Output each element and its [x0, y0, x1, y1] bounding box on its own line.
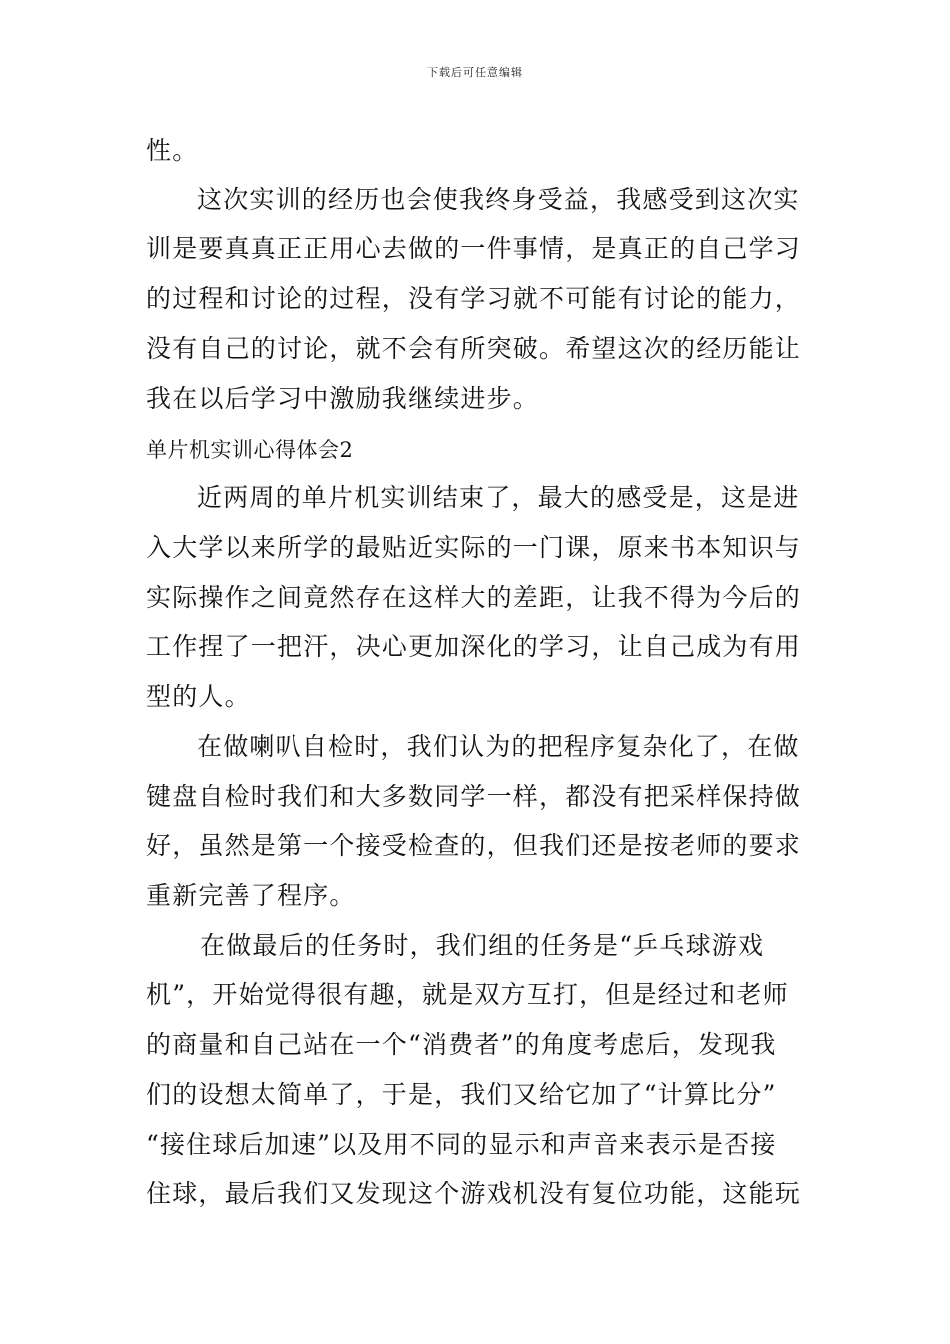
text-line: 没有自己的讨论，就不会有所突破。希望这次的经历能让 — [146, 334, 802, 363]
text-line: 我在以后学习中激励我继续进步。 — [146, 384, 540, 413]
paragraph-first-line: 这次实训的经历也会使我终身受益，我感受到这次实 — [197, 185, 800, 214]
text-line: 训是要真真正正用心去做的一件事情，是真正的自己学习 — [146, 234, 802, 263]
page-header: 下载后可任意编辑 — [427, 66, 523, 79]
text-line: “接住球后加速”以及用不同的显示和声音来表示是否接 — [146, 1130, 777, 1159]
text-line: 入大学以来所学的最贴近实际的一门课，原来书本知识与 — [146, 533, 802, 562]
text-line: 好，虽然是第一个接受检查的，但我们还是按老师的要求 — [146, 831, 802, 860]
section-heading: 单片机实训心得体会2 — [146, 438, 354, 462]
text-line: 实际操作之间竟然存在这样大的差距，让我不得为今后的 — [146, 583, 802, 612]
text-line: 工作捏了一把汗，决心更加深化的学习，让自己成为有用 — [146, 632, 802, 661]
text-line: 的过程和讨论的过程，没有学习就不可能有讨论的能力， — [146, 284, 802, 313]
paragraph-first-line: 近两周的单片机实训结束了，最大的感受是，这是进 — [197, 483, 800, 512]
paragraph-first-line: 在做喇叭自检时，我们认为的把程序复杂化了，在做 — [197, 732, 800, 761]
text-line: 的商量和自己站在一个“消费者”的角度考虑后，发现我 — [146, 1030, 777, 1059]
text-line: 们的设想太简单了，于是，我们又给它加了“计算比分” — [146, 1080, 777, 1109]
text-line: 重新完善了程序。 — [146, 881, 356, 910]
paragraph-first-line: 在做最后的任务时，我们组的任务是“乒乓球游戏 — [200, 931, 765, 960]
text-line: 住球，最后我们又发现这个游戏机没有复位功能，这能玩 — [146, 1179, 802, 1208]
text-line: 性。 — [146, 136, 199, 165]
text-line: 键盘自检时我们和大多数同学一样，都没有把采样保持做 — [146, 782, 802, 811]
text-line: 型的人。 — [146, 682, 251, 711]
text-line: 机”，开始觉得很有趣，就是双方互打，但是经过和老师 — [146, 980, 789, 1009]
